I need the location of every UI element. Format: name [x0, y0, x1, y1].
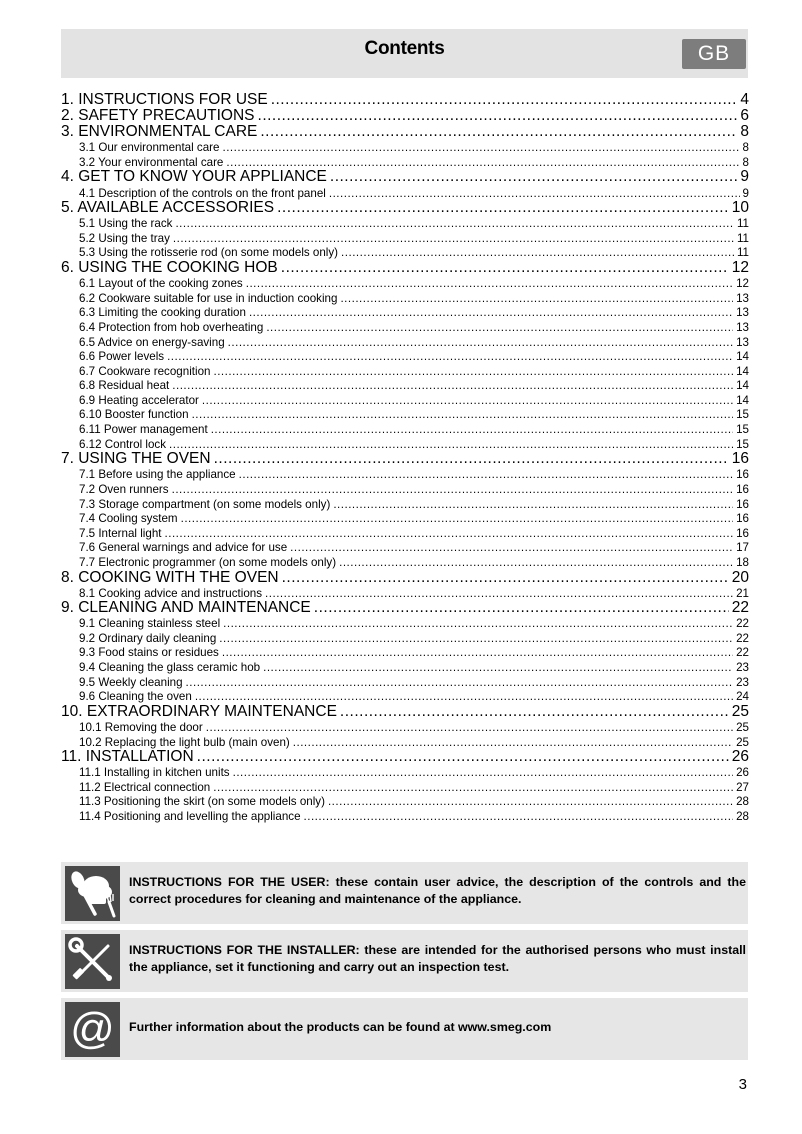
toc-dot-leader — [195, 690, 733, 704]
toc-entry-page: 17 — [736, 541, 749, 555]
toc-entry-title: 5.3 Using the rotisserie rod (on some models only) — [79, 246, 339, 260]
toc-dot-leader — [213, 781, 733, 795]
toc-section-entry — [61, 231, 749, 246]
toc-chapter-entry — [61, 749, 749, 765]
toc-entry-title: 11.2 Electrical connection — [79, 780, 211, 794]
toc-entry-title: 6.4 Protection from hob overheating — [79, 320, 264, 334]
toc-entry-title: 7.6 General warnings and advice for use — [79, 541, 288, 555]
toc-entry-page: 22 — [736, 617, 749, 631]
toc-dot-leader — [258, 108, 738, 124]
page-title: Contents — [364, 38, 445, 59]
toc-entry-title: 6.11 Power management — [79, 423, 208, 437]
toc-chapter-entry — [61, 108, 749, 124]
toc-entry-title: 11.4 Positioning and levelling the appliance — [79, 810, 301, 823]
toc-entry-title: 6.7 Cookware recognition — [79, 364, 211, 378]
toc-section-entry — [61, 216, 749, 231]
toc-section-entry — [61, 422, 749, 437]
toc-entry-page: 25 — [736, 735, 749, 749]
toc-section-entry — [61, 675, 749, 690]
toc-section-entry — [61, 364, 749, 379]
toc-entry-page: 9 — [740, 169, 749, 186]
toc-dot-leader — [333, 498, 733, 512]
toc-dot-leader — [169, 438, 733, 452]
toc-entry-title: 3. ENVIRONMENTAL CARE — [61, 124, 258, 141]
toc-entry-page: 16 — [731, 451, 749, 468]
toc-dot-leader — [266, 321, 733, 335]
toc-entry-page: 15 — [736, 437, 749, 451]
toc-entry-title: 7.3 Storage compartment (on some models only) — [79, 497, 331, 511]
toc-dot-leader — [249, 306, 733, 320]
toc-entry-page: 18 — [736, 555, 749, 569]
toc-entry-page: 13 — [736, 306, 749, 320]
toc-entry-title: 9.3 Food stains or residues — [79, 646, 219, 660]
toc-chapter-entry — [61, 451, 749, 467]
toc-dot-leader — [186, 676, 734, 690]
toc-dot-leader — [263, 661, 733, 675]
toc-dot-leader — [222, 646, 733, 660]
toc-dot-leader — [239, 468, 733, 482]
toc-entry-page: 8 — [742, 155, 749, 169]
toc-entry-page: 21 — [736, 586, 749, 600]
toc-dot-leader — [223, 617, 733, 631]
toc-section-entry — [61, 497, 749, 512]
toc-entry-title: 6.10 Booster function — [79, 408, 189, 422]
toc-entry-page: 12 — [731, 260, 749, 277]
toc-entry-title: 7.5 Internal light — [79, 526, 162, 540]
toc-section-entry — [61, 645, 749, 660]
toc-entry-title: 4.1 Description of the controls on the front panel — [79, 186, 326, 200]
toc-dot-leader — [197, 749, 729, 765]
toc-section-entry — [61, 186, 749, 201]
toc-section-entry — [61, 616, 749, 631]
toc-section-entry — [61, 305, 749, 320]
contents-header — [61, 29, 748, 78]
toc-dot-leader — [167, 350, 733, 364]
toc-dot-leader — [260, 124, 737, 140]
toc-section-entry — [61, 349, 749, 364]
toc-section-entry — [61, 393, 749, 408]
chef-utensils-icon — [65, 866, 120, 921]
toc-section-entry — [61, 335, 749, 350]
toc-dot-leader — [271, 92, 738, 108]
toc-section-entry — [61, 437, 749, 452]
toc-entry-page: 16 — [736, 526, 749, 540]
toc-dot-leader — [340, 704, 729, 720]
toc-dot-leader — [282, 570, 729, 586]
toc-entry-title: 6. USING THE COOKING HOB — [61, 260, 278, 277]
toc-section-entry — [61, 660, 749, 675]
toc-entry-page: 25 — [736, 720, 749, 734]
toc-section-entry — [61, 276, 749, 291]
toc-dot-leader — [246, 277, 733, 291]
toc-dot-leader — [341, 246, 734, 260]
toc-entry-title: 1. INSTRUCTIONS FOR USE — [61, 92, 268, 108]
toc-dot-leader — [192, 408, 734, 422]
toc-dot-leader — [328, 795, 733, 809]
toc-entry-page: 8 — [740, 124, 749, 141]
toc-entry-page: 16 — [736, 497, 749, 511]
toc-chapter-entry — [61, 260, 749, 276]
toc-entry-title: 7.1 Before using the appliance — [79, 468, 236, 482]
toc-entry-page: 13 — [736, 335, 749, 349]
toc-entry-page: 14 — [736, 379, 749, 393]
toc-chapter-entry — [61, 600, 749, 616]
toc-dot-leader — [290, 541, 733, 555]
toc-entry-page: 14 — [736, 393, 749, 407]
toc-entry-page: 26 — [731, 749, 749, 766]
table-of-contents — [61, 92, 749, 824]
toc-entry-title: 6.1 Layout of the cooking zones — [79, 277, 243, 291]
toc-entry-page: 11 — [736, 217, 749, 231]
installer-instructions-box — [61, 930, 748, 992]
toc-entry-page: 15 — [736, 423, 749, 437]
toc-chapter-entry — [61, 169, 749, 185]
toc-entry-title: 9.1 Cleaning stainless steel — [79, 617, 221, 631]
toc-entry-page: 22 — [731, 600, 749, 617]
toc-entry-title: 6.8 Residual heat — [79, 379, 170, 393]
toc-entry-page: 11 — [736, 246, 749, 260]
toc-entry-page: 20 — [731, 569, 749, 586]
toc-dot-leader — [181, 512, 734, 526]
toc-section-entry — [61, 378, 749, 393]
toc-dot-leader — [339, 556, 733, 570]
toc-dot-leader — [226, 156, 739, 170]
toc-entry-title: 7.7 Electronic programmer (on some models only) — [79, 555, 337, 569]
toc-section-entry — [61, 320, 749, 335]
toc-entry-title: 7. USING THE OVEN — [61, 451, 211, 468]
toc-entry-title: 10. EXTRAORDINARY MAINTENANCE — [61, 703, 337, 720]
toc-dot-leader — [219, 632, 733, 646]
toc-dot-leader — [330, 169, 737, 185]
toc-entry-page: 13 — [736, 291, 749, 305]
toc-section-entry — [61, 540, 749, 555]
toc-section-entry — [61, 689, 749, 704]
toc-entry-page: 22 — [736, 631, 749, 645]
toc-dot-leader — [206, 721, 733, 735]
toc-dot-leader — [214, 451, 729, 467]
toc-entry-title: 9.2 Ordinary daily cleaning — [79, 631, 217, 645]
toc-entry-page: 10 — [731, 200, 749, 217]
toc-entry-title: 9.4 Cleaning the glass ceramic hob — [79, 661, 261, 675]
toc-section-entry — [61, 140, 749, 155]
website-info-box — [61, 998, 748, 1060]
toc-chapter-entry — [61, 200, 749, 216]
toc-dot-leader — [175, 217, 734, 231]
toc-entry-title: 7.2 Oven runners — [79, 482, 169, 496]
toc-chapter-entry — [61, 92, 749, 108]
toc-entry-page: 16 — [736, 482, 749, 496]
toc-section-entry — [61, 794, 749, 809]
toc-section-entry — [61, 735, 749, 750]
toc-dot-leader — [165, 527, 734, 541]
toc-dot-leader — [202, 394, 733, 408]
toc-entry-page: 16 — [736, 512, 749, 526]
toc-dot-leader — [213, 365, 733, 379]
toc-entry-title: 6.12 Control lock — [79, 437, 166, 451]
toc-entry-page: 12 — [736, 277, 749, 291]
toc-entry-title: 10.1 Removing the door — [79, 720, 203, 734]
toc-entry-title: 6.6 Power levels — [79, 350, 165, 364]
user-instructions-text: INSTRUCTIONS FOR THE USER: these contain user advice, the description of the controls and the correct procedures for cleaning and maintenance of the appliance. — [129, 875, 746, 906]
toc-entry-title: 8.1 Cooking advice and instructions — [79, 586, 263, 600]
toc-entry-page: 28 — [736, 810, 749, 823]
toc-entry-title: 3.2 Your environmental care — [79, 155, 224, 169]
toc-entry-page: 25 — [731, 703, 749, 720]
toc-section-entry — [61, 155, 749, 170]
toc-entry-title: 2. SAFETY PRECAUTIONS — [61, 108, 255, 125]
toc-entry-title: 9. CLEANING AND MAINTENANCE — [61, 600, 311, 617]
toc-entry-title: 7.4 Cooling system — [79, 512, 178, 526]
toc-entry-page: 24 — [736, 690, 749, 704]
page-number: 3 — [738, 1076, 747, 1093]
toc-entry-title: 5.1 Using the rack — [79, 217, 173, 231]
toc-section-entry — [61, 511, 749, 526]
at-sign-icon — [65, 1002, 120, 1057]
toc-chapter-entry — [61, 124, 749, 140]
toc-entry-page: 16 — [736, 468, 749, 482]
toc-entry-page: 26 — [736, 766, 749, 780]
toc-entry-page: 14 — [736, 350, 749, 364]
toc-entry-title: 6.3 Limiting the cooking duration — [79, 306, 246, 320]
toc-section-entry — [61, 291, 749, 306]
toc-entry-page: 4 — [740, 92, 749, 108]
toc-entry-page: 23 — [736, 675, 749, 689]
installer-instructions-text: INSTRUCTIONS FOR THE INSTALLER: these are intended for the authorised persons who must install the appliance, set it functioning and carry out an inspection test. — [129, 943, 746, 974]
toc-dot-leader — [281, 260, 729, 276]
toc-entry-title: 8. COOKING WITH THE OVEN — [61, 569, 279, 586]
toc-dot-leader — [222, 141, 739, 155]
toc-section-entry — [61, 467, 749, 482]
toc-entry-page: 28 — [736, 795, 749, 809]
toc-entry-title: 6.2 Cookware suitable for use in induction cooking — [79, 291, 338, 305]
toc-entry-title: 11.3 Positioning the skirt (on some models only) — [79, 795, 325, 809]
toc-dot-leader — [314, 600, 729, 616]
toc-section-entry — [61, 586, 749, 601]
toc-dot-leader — [172, 483, 734, 497]
toc-entry-page: 15 — [736, 408, 749, 422]
toc-dot-leader — [172, 379, 733, 393]
toc-entry-title: 4. GET TO KNOW YOUR APPLIANCE — [61, 169, 327, 186]
toc-entry-page: 23 — [736, 661, 749, 675]
toc-section-entry — [61, 482, 749, 497]
website-info-text: Further information about the products can be found at www.smeg.com — [129, 1020, 552, 1034]
toc-section-entry — [61, 555, 749, 570]
toc-dot-leader — [293, 736, 733, 750]
toc-section-entry — [61, 245, 749, 260]
toc-entry-title: 6.9 Heating accelerator — [79, 393, 199, 407]
toc-entry-page: 14 — [736, 364, 749, 378]
toc-entry-page: 9 — [742, 186, 749, 200]
toc-section-entry — [61, 526, 749, 541]
toc-dot-leader — [173, 232, 734, 246]
toc-chapter-entry — [61, 570, 749, 586]
toc-entry-page: 22 — [736, 646, 749, 660]
installer-tools-icon — [65, 934, 120, 989]
toc-dot-leader — [233, 766, 734, 780]
toc-entry-page: 13 — [736, 320, 749, 334]
toc-entry-title: 3.1 Our environmental care — [79, 141, 220, 155]
toc-entry-page: 8 — [742, 141, 749, 155]
toc-section-entry — [61, 809, 749, 824]
toc-entry-title: 9.6 Cleaning the oven — [79, 690, 192, 704]
toc-dot-leader — [304, 810, 734, 824]
toc-entry-page: 27 — [736, 780, 749, 794]
toc-section-entry — [61, 631, 749, 646]
toc-dot-leader — [228, 336, 733, 350]
toc-dot-leader — [277, 200, 729, 216]
toc-dot-leader — [211, 423, 733, 437]
toc-dot-leader — [340, 292, 733, 306]
toc-section-entry — [61, 720, 749, 735]
toc-section-entry — [61, 765, 749, 780]
toc-entry-title: 10.2 Replacing the light bulb (main oven) — [79, 735, 290, 749]
toc-entry-page: 6 — [740, 108, 749, 125]
language-badge: GB — [682, 39, 746, 69]
toc-entry-title: 5.2 Using the tray — [79, 231, 170, 245]
toc-section-entry — [61, 780, 749, 795]
toc-entry-title: 11.1 Installing in kitchen units — [79, 766, 230, 780]
user-instructions-box — [61, 862, 748, 924]
toc-chapter-entry — [61, 704, 749, 720]
toc-section-entry — [61, 407, 749, 422]
toc-entry-page: 11 — [736, 231, 749, 245]
toc-dot-leader — [329, 187, 740, 201]
toc-entry-title: 6.5 Advice on energy-saving — [79, 335, 225, 349]
toc-entry-title: 11. INSTALLATION — [61, 749, 194, 766]
svg-text:@: @ — [70, 1004, 115, 1053]
toc-entry-title: 5. AVAILABLE ACCESSORIES — [61, 200, 275, 217]
toc-dot-leader — [265, 587, 733, 601]
toc-entry-title: 9.5 Weekly cleaning — [79, 675, 183, 689]
